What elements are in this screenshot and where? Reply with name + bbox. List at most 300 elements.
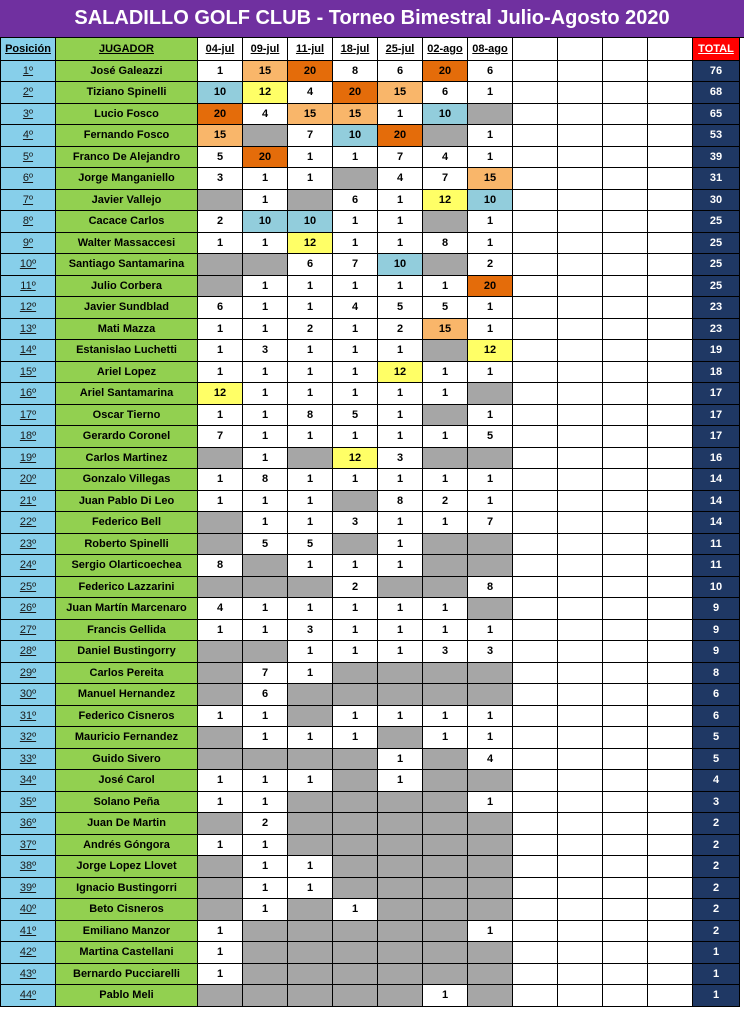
empty-cell [513,318,558,340]
position-cell: 39º [1,877,56,899]
empty-cell [648,232,693,254]
empty-cell [558,254,603,276]
empty-cell [513,576,558,598]
score-cell [423,791,468,813]
empty-cell [513,340,558,362]
empty-cell [648,168,693,190]
empty-cell [558,82,603,104]
empty-cell [603,275,648,297]
score-cell: 1 [468,404,513,426]
score-cell: 15 [333,103,378,125]
empty-cell [603,168,648,190]
total-cell: 10 [693,576,740,598]
empty-cell [603,619,648,641]
score-cell: 3 [243,340,288,362]
score-cell [378,576,423,598]
score-cell [333,834,378,856]
empty-cell [603,189,648,211]
empty-cell [603,899,648,921]
player-name-cell: Manuel Hernandez [56,684,198,706]
empty-cell [513,942,558,964]
player-name-cell: Guido Sivero [56,748,198,770]
score-cell: 15 [288,103,333,125]
player-name-cell: Jorge Lopez Llovet [56,856,198,878]
score-cell: 1 [243,447,288,469]
score-cell [468,877,513,899]
empty-cell [558,555,603,577]
score-cell [423,877,468,899]
score-cell: 6 [468,60,513,82]
score-cell: 4 [288,82,333,104]
score-cell [378,856,423,878]
score-cell [288,942,333,964]
score-cell [423,748,468,770]
player-name-cell: Oscar Tierno [56,404,198,426]
score-cell [333,942,378,964]
empty-cell [558,275,603,297]
score-cell: 1 [333,318,378,340]
total-cell: 2 [693,834,740,856]
empty-cell [513,361,558,383]
total-cell: 2 [693,813,740,835]
score-cell: 1 [243,598,288,620]
score-cell: 3 [378,447,423,469]
score-cell: 8 [423,232,468,254]
empty-cell [513,705,558,727]
position-cell: 40º [1,899,56,921]
score-cell [423,211,468,233]
empty-cell [513,662,558,684]
score-cell: 1 [288,662,333,684]
total-cell: 23 [693,318,740,340]
score-cell: 1 [378,232,423,254]
header-date: 25-jul [378,38,423,61]
score-cell: 20 [198,103,243,125]
empty-cell [603,748,648,770]
empty-cell [558,232,603,254]
position-cell: 12º [1,297,56,319]
total-cell: 14 [693,512,740,534]
empty-cell [513,103,558,125]
empty-cell [558,447,603,469]
score-cell: 4 [423,146,468,168]
score-cell: 2 [288,318,333,340]
position-cell: 13º [1,318,56,340]
score-cell: 1 [243,404,288,426]
score-cell: 5 [198,146,243,168]
score-cell [198,533,243,555]
empty-cell [648,447,693,469]
position-cell: 1º [1,60,56,82]
score-cell: 1 [243,877,288,899]
score-cell [333,877,378,899]
score-cell: 1 [468,727,513,749]
score-cell: 1 [378,641,423,663]
score-cell [243,254,288,276]
empty-cell [513,297,558,319]
player-name-cell: Solano Peña [56,791,198,813]
empty-cell [558,834,603,856]
score-cell: 1 [198,920,243,942]
score-cell: 12 [378,361,423,383]
score-cell: 1 [243,426,288,448]
empty-cell [558,318,603,340]
empty-cell [648,684,693,706]
score-cell: 1 [378,705,423,727]
score-cell: 1 [468,469,513,491]
score-cell: 3 [198,168,243,190]
score-cell: 15 [468,168,513,190]
score-cell: 1 [243,361,288,383]
score-cell [198,684,243,706]
score-cell [423,125,468,147]
empty-cell [603,232,648,254]
score-cell: 1 [243,834,288,856]
score-cell: 1 [198,60,243,82]
score-cell: 1 [468,490,513,512]
score-cell: 1 [333,340,378,362]
empty-cell [648,211,693,233]
table-row [1,727,740,749]
score-cell [423,813,468,835]
empty-cell [603,469,648,491]
empty-cell [558,770,603,792]
empty-cell [513,877,558,899]
score-cell: 1 [243,297,288,319]
empty-cell [513,791,558,813]
score-cell: 2 [423,490,468,512]
empty-cell [558,361,603,383]
score-cell: 5 [288,533,333,555]
table-row [1,383,740,405]
score-cell: 1 [243,705,288,727]
score-cell: 1 [468,318,513,340]
player-name-cell: Pablo Meli [56,985,198,1007]
empty-cell [513,383,558,405]
empty-cell [558,211,603,233]
empty-cell [648,770,693,792]
score-cell [378,877,423,899]
empty-cell [603,404,648,426]
empty-cell [513,189,558,211]
score-cell [378,813,423,835]
total-cell: 25 [693,254,740,276]
score-cell [198,512,243,534]
score-cell: 1 [243,490,288,512]
score-cell: 1 [423,426,468,448]
total-cell: 11 [693,555,740,577]
table-row [1,60,740,82]
empty-cell [648,254,693,276]
empty-cell [648,791,693,813]
total-cell: 6 [693,684,740,706]
header-date: 02-ago [423,38,468,61]
table-row [1,985,740,1007]
player-name-cell: Emiliano Manzor [56,920,198,942]
total-cell: 25 [693,232,740,254]
empty-cell [603,318,648,340]
score-cell: 10 [288,211,333,233]
score-cell [243,963,288,985]
empty-cell [513,684,558,706]
score-cell: 12 [468,340,513,362]
score-cell: 1 [243,770,288,792]
empty-cell [513,555,558,577]
empty-cell [603,146,648,168]
score-cell: 6 [198,297,243,319]
empty-cell [513,447,558,469]
score-cell [423,920,468,942]
score-cell: 12 [243,82,288,104]
score-cell: 1 [243,275,288,297]
score-cell: 1 [423,512,468,534]
table-row [1,877,740,899]
score-cell: 1 [288,275,333,297]
score-cell [378,942,423,964]
score-cell: 1 [378,748,423,770]
score-cell: 1 [198,705,243,727]
table-row [1,791,740,813]
player-name-cell: Federico Lazzarini [56,576,198,598]
empty-cell [558,297,603,319]
score-cell [288,985,333,1007]
empty-cell [513,232,558,254]
empty-cell [513,727,558,749]
score-cell [468,598,513,620]
table-row [1,189,740,211]
total-cell: 65 [693,103,740,125]
score-cell: 1 [243,168,288,190]
score-cell: 1 [333,641,378,663]
score-cell: 6 [243,684,288,706]
score-cell: 7 [243,662,288,684]
position-cell: 43º [1,963,56,985]
score-cell [243,641,288,663]
score-cell: 10 [423,103,468,125]
score-cell: 1 [333,275,378,297]
empty-cell [603,38,648,61]
empty-cell [513,490,558,512]
empty-cell [603,533,648,555]
empty-cell [558,60,603,82]
total-cell: 1 [693,942,740,964]
table-row [1,404,740,426]
empty-cell [603,103,648,125]
score-cell: 1 [378,469,423,491]
score-cell: 4 [378,168,423,190]
empty-cell [558,791,603,813]
table-row [1,619,740,641]
score-cell: 1 [333,555,378,577]
score-cell: 1 [243,899,288,921]
empty-cell [603,82,648,104]
empty-cell [603,856,648,878]
player-name-cell: Mauricio Fernandez [56,727,198,749]
total-cell: 68 [693,82,740,104]
table-row [1,684,740,706]
score-cell: 20 [333,82,378,104]
empty-cell [558,641,603,663]
player-name-cell: Juan De Martin [56,813,198,835]
score-cell [423,834,468,856]
empty-cell [603,254,648,276]
score-cell: 12 [198,383,243,405]
score-cell: 1 [198,318,243,340]
position-cell: 2º [1,82,56,104]
position-cell: 10º [1,254,56,276]
score-cell: 2 [198,211,243,233]
total-cell: 16 [693,447,740,469]
score-cell [198,856,243,878]
header-date: 04-jul [198,38,243,61]
score-cell: 20 [423,60,468,82]
score-cell: 1 [243,619,288,641]
score-cell: 1 [333,146,378,168]
empty-cell [603,770,648,792]
player-name-cell: Gonzalo Villegas [56,469,198,491]
position-cell: 22º [1,512,56,534]
empty-cell [558,662,603,684]
empty-cell [513,469,558,491]
score-cell [468,533,513,555]
score-cell: 4 [468,748,513,770]
empty-cell [603,834,648,856]
player-name-cell: Santiago Santamarina [56,254,198,276]
table-row [1,963,740,985]
total-cell: 9 [693,619,740,641]
score-cell: 1 [198,963,243,985]
table-row [1,447,740,469]
empty-cell [603,963,648,985]
score-cell [423,662,468,684]
player-name-cell: Francis Gellida [56,619,198,641]
score-cell [333,684,378,706]
empty-cell [603,684,648,706]
score-cell: 1 [243,512,288,534]
score-cell [198,727,243,749]
empty-cell [603,211,648,233]
score-cell: 8 [333,60,378,82]
table-row [1,318,740,340]
empty-cell [558,985,603,1007]
score-cell: 5 [468,426,513,448]
score-cell [198,275,243,297]
empty-cell [513,619,558,641]
score-cell: 3 [468,641,513,663]
score-cell [243,748,288,770]
player-name-cell: Ariel Santamarina [56,383,198,405]
empty-cell [513,275,558,297]
score-cell [423,404,468,426]
table-row [1,834,740,856]
total-cell: 5 [693,748,740,770]
score-cell [333,770,378,792]
table-row [1,920,740,942]
score-cell: 2 [468,254,513,276]
score-cell: 3 [423,641,468,663]
score-cell: 1 [288,361,333,383]
empty-cell [603,125,648,147]
table-row [1,232,740,254]
score-cell [468,447,513,469]
score-cell [243,576,288,598]
header-position: Posición [1,38,56,61]
position-cell: 20º [1,469,56,491]
position-cell: 14º [1,340,56,362]
score-cell: 3 [288,619,333,641]
total-cell: 17 [693,426,740,448]
total-cell: 9 [693,598,740,620]
table-row [1,297,740,319]
empty-cell [648,318,693,340]
position-cell: 37º [1,834,56,856]
total-cell: 53 [693,125,740,147]
player-name-cell: Lucio Fosco [56,103,198,125]
score-cell: 1 [198,404,243,426]
score-cell: 1 [423,469,468,491]
total-cell: 1 [693,985,740,1007]
empty-cell [513,426,558,448]
score-cell: 1 [198,770,243,792]
empty-cell [558,963,603,985]
empty-cell [603,447,648,469]
score-cell: 1 [423,727,468,749]
position-cell: 18º [1,426,56,448]
score-cell: 1 [333,426,378,448]
score-cell [468,942,513,964]
empty-cell [648,533,693,555]
score-cell: 8 [198,555,243,577]
score-cell [198,985,243,1007]
empty-cell [513,82,558,104]
score-cell [468,770,513,792]
empty-cell [603,555,648,577]
score-cell: 2 [333,576,378,598]
score-cell: 1 [378,770,423,792]
empty-cell [513,920,558,942]
empty-cell [513,254,558,276]
position-cell: 44º [1,985,56,1007]
score-cell [378,684,423,706]
table-row [1,598,740,620]
empty-cell [648,189,693,211]
empty-cell [558,813,603,835]
empty-cell [603,813,648,835]
position-cell: 23º [1,533,56,555]
score-cell [468,899,513,921]
score-cell: 1 [468,361,513,383]
position-cell: 28º [1,641,56,663]
empty-cell [558,103,603,125]
empty-cell [648,404,693,426]
score-cell: 1 [288,426,333,448]
empty-cell [558,189,603,211]
header-date: 11-jul [288,38,333,61]
table-row [1,168,740,190]
empty-cell [648,942,693,964]
score-cell: 1 [468,920,513,942]
table-row [1,82,740,104]
score-cell: 1 [378,383,423,405]
player-name-cell: Ariel Lopez [56,361,198,383]
score-cell [423,770,468,792]
empty-cell [648,576,693,598]
empty-cell [603,727,648,749]
score-cell: 7 [378,146,423,168]
empty-cell [648,297,693,319]
empty-cell [513,598,558,620]
score-cell: 6 [333,189,378,211]
